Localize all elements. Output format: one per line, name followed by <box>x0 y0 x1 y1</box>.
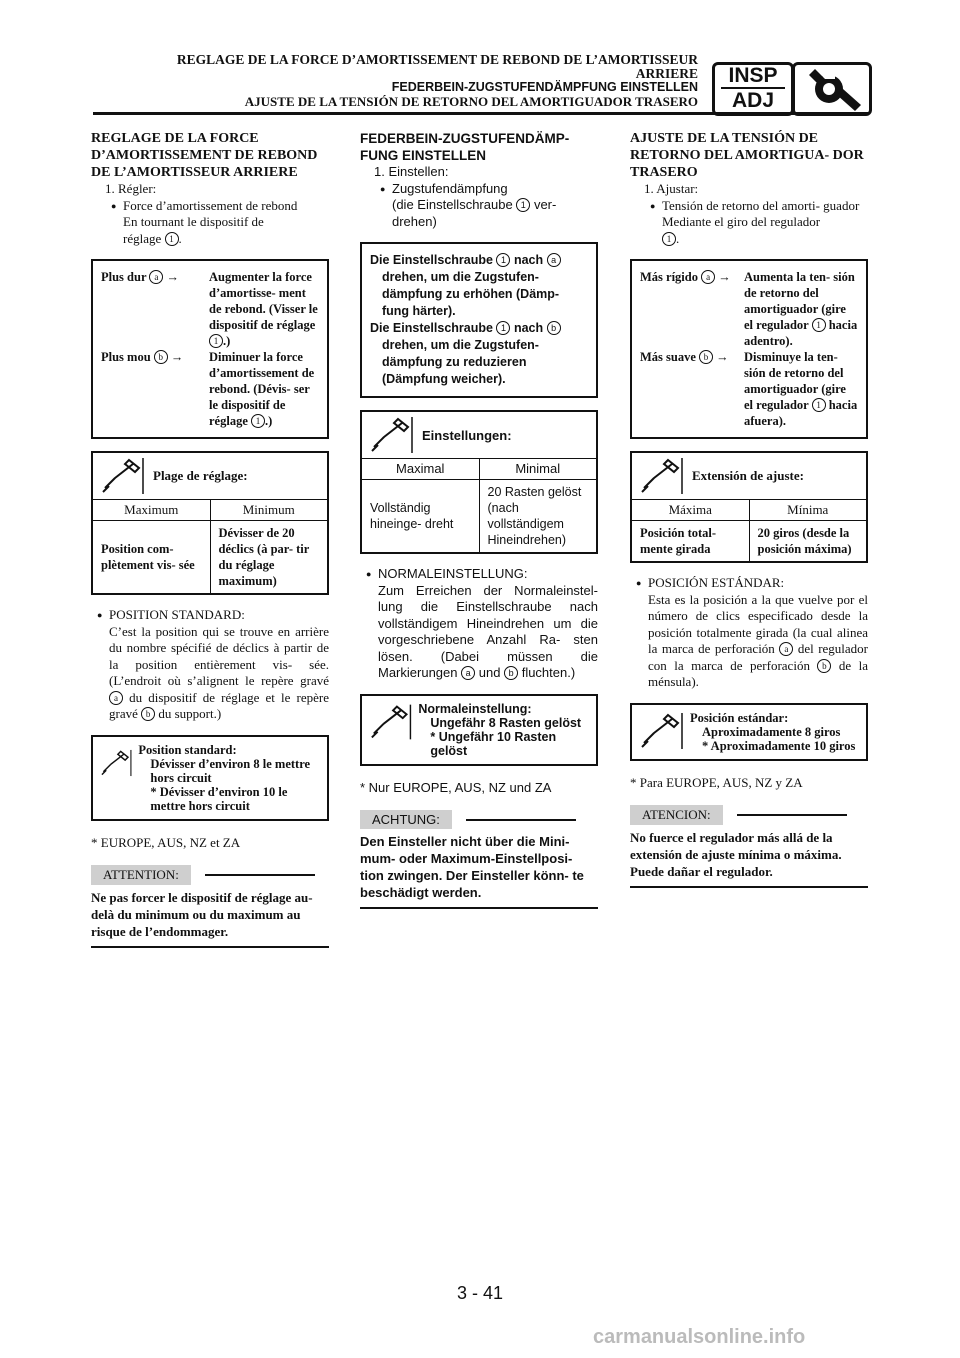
marker-b: b <box>154 350 168 364</box>
wrench-icon <box>368 415 414 455</box>
marker-a: a <box>701 270 715 284</box>
marker-b: b <box>817 659 831 673</box>
fr-note-text: Position standard: Dévisser d’environ 8 le mettre hors circuit * Dévisser d’environ 10 le mettre hors circuit <box>138 742 311 813</box>
fr-box-val1: Augmenter la force d’amortisse- ment de rebond. (Visser le dispositif de réglage 1 .) <box>209 270 318 348</box>
marker-1: 1 <box>662 232 676 246</box>
marker-1: 1 <box>496 321 510 335</box>
es-std-title: ● POSICIÓN ESTÁNDAR: <box>630 575 868 592</box>
column-de <box>360 130 598 909</box>
de-title: FEDERBEIN-ZUGSTUFENDÄMP- FUNG EINSTELLEN <box>360 131 570 163</box>
fr-range-table <box>91 451 329 595</box>
fr-caution <box>91 851 329 948</box>
header-line-4: AJUSTE DE LA TENSIÓN DE RETORNO DEL AMORTIGUADOR TRASERO <box>244 94 698 109</box>
fr-box-val2: Diminuer la force d’amortissement de rebond. (Dévis- ser le dispositif de réglage 1 .) <box>209 350 315 428</box>
marker-b: b <box>141 707 155 721</box>
es-table-title: Extensión de ajuste: <box>692 468 804 483</box>
wrench-icon <box>368 702 412 742</box>
de-bullet: ● Zugstufendämpfung <box>374 181 598 198</box>
es-val-max: Posición total- mente girada <box>632 521 750 561</box>
fr-caution-label: ATTENTION: <box>91 865 191 885</box>
marker-1: 1 <box>251 414 265 428</box>
fr-note-box <box>91 735 329 821</box>
marker-1: 1 <box>165 232 179 246</box>
marker-1: 1 <box>516 198 530 212</box>
de-adjust-box: Die Einstellschraube 1 nach a drehen, um die Zugstufen- dämpfung zu erhöhen (Dämp- fung härter). Die Einstellschraube 1 nach b drehen, um die Zugstufen- dämpfung zu reduzieren (Dämpfung weicher). <box>360 242 598 398</box>
es-caution <box>630 791 868 888</box>
header-rule <box>93 112 869 115</box>
badge-bottom: ADJ <box>731 89 774 112</box>
marker-a: a <box>149 270 163 284</box>
header-line-2: ARRIERE <box>635 66 698 81</box>
wrench-logo-icon <box>792 62 872 116</box>
es-range-table <box>630 451 868 563</box>
es-box-val1: Aumenta la ten- sión de retorno del amortiguador (gire el regulador 1 hacia adentro). <box>744 270 858 348</box>
de-range-table <box>360 410 598 554</box>
marker-1: 1 <box>812 398 826 412</box>
marker-b: b <box>699 350 713 364</box>
fr-val-min: Dévisser de 20 déclics (à par- tir du réglage maximum) <box>218 526 310 588</box>
fr-val-max: Position com- plètement vis- sée <box>93 521 211 593</box>
fr-col-min: Minimum <box>242 502 295 517</box>
es-bullet: ● Tensión de retorno del amorti- guador <box>644 198 868 215</box>
marker-b: b <box>504 666 518 680</box>
fr-title: REGLAGE DE LA FORCE D’AMORTISSEMENT DE REBOND DE L’AMORTISSEUR ARRIERE <box>91 131 318 180</box>
es-title: AJUSTE DE LA TENSIÓN DE RETORNO DEL AMORTIGUA- DOR TRASERO <box>630 131 864 180</box>
fr-adjust-box <box>91 259 329 439</box>
header-line-1: REGLAGE DE LA FORCE D’AMORTISSEMENT DE REBOND DE L’AMORTISSEUR <box>176 52 698 67</box>
fr-table-title: Plage de réglage: <box>153 468 248 483</box>
es-note-box <box>630 703 868 761</box>
fr-std-title: ● POSITION STANDARD: <box>91 607 329 624</box>
fr-box-key2: Plus mou b → <box>101 350 184 364</box>
fr-bullet: ● Force d’amortissement de rebond <box>105 198 329 215</box>
de-table-title: Einstellungen: <box>422 427 512 443</box>
es-footnote: * Para EUROPE, AUS, NZ y ZA <box>630 774 803 790</box>
fr-footnote: * EUROPE, AUS, NZ et ZA <box>91 834 241 850</box>
badge-top: INSP <box>728 64 778 87</box>
es-note-text: Posición estándar: Aproximadamente 8 giros * Aproximadamente 10 giros <box>690 710 856 753</box>
de-caution-text: Den Einsteller nicht über die Mini- mum- oder Maximum-Einstellposi- tion zwingen. Der Einsteller könn- te beschädigt werden. <box>360 833 598 909</box>
de-box-l2: drehen, um die Zugstufen- dämpfung zu erhöhen (Dämp- fung härter). <box>382 270 560 318</box>
de-val-min: 20 Rasten gelöst (nach vollständigem Hineindrehen) <box>487 485 582 547</box>
de-std-title: ● NORMALEINSTELLUNG: <box>360 566 598 583</box>
marker-1: 1 <box>812 318 826 332</box>
fr-caution-text: Ne pas forcer le dispositif de réglage au-delà du minimum ou du maximum au risque de l’endommager. <box>91 889 329 948</box>
fr-bullet-sub: En tournant le dispositif de réglage 1 . <box>123 214 264 246</box>
de-caution <box>360 796 598 909</box>
arrow-icon: → <box>718 270 731 284</box>
marker-a: a <box>109 691 123 705</box>
fr-col-max: Maximum <box>93 500 211 520</box>
fr-bullet-sub1: En tournant le dispositif de <box>123 214 264 229</box>
header-line-3: FEDERBEIN-ZUGSTUFENDÄMPFUNG EINSTELLEN <box>391 80 698 94</box>
fr-bullet-sub2: réglage <box>123 230 162 246</box>
de-footnote: * Nur EUROPE, AUS, NZ und ZA <box>360 779 552 795</box>
fr-std-text: C’est la position qui se trouve en arrière du nombre spécifié de déclics à partir de la position entièrement vis- sée. (L’endroit où s’alignent le repère gravé a du dispositif de réglage et le repère gravé b du support.) <box>109 623 329 721</box>
de-col-max: Maximal <box>362 459 480 479</box>
de-val-max: Vollständig hineinge- dreht <box>362 480 480 552</box>
fr-box-key1: Plus dur a → <box>101 270 180 284</box>
de-col-min: Minimal <box>515 461 561 476</box>
page-number: 3 - 41 <box>456 1283 504 1303</box>
es-step: 1. Ajustar: <box>644 181 699 196</box>
es-std-text: Esta es la posición a la que vuelve por el número de clics especificado desde la posición totalmente girada (la cual alinea la marca de perforación a del regulador con la marca de perforación b de la ménsula). <box>648 591 869 689</box>
column-es <box>630 130 868 888</box>
es-caution-text: No fuerce el regulador más allá de la extensión de ajuste mínima o máxima. Puede dañar el regulador. <box>630 829 868 888</box>
arrow-icon: → <box>716 350 729 364</box>
wrench-icon <box>638 456 684 496</box>
marker-a: a <box>461 666 475 680</box>
de-caution-label: ACHTUNG: <box>360 810 452 829</box>
arrow-icon: → <box>170 350 184 364</box>
de-box-l4: drehen, um die Zugstufen- dämpfung zu reduzieren (Dämpfung weicher). <box>382 338 539 386</box>
es-col-min: Mínima <box>787 502 829 517</box>
marker-a: a <box>779 642 793 656</box>
es-box-val2: Disminuye la ten- sión de retorno del amortiguador (gire el regulador 1 hacia afuera). <box>744 350 858 428</box>
marker-1: 1 <box>496 253 510 267</box>
arrow-icon: → <box>166 270 180 284</box>
de-note-box <box>360 694 598 766</box>
wrench-icon <box>99 456 145 496</box>
es-box-key2: Más suave b → <box>640 350 729 364</box>
fr-step: 1. Régler: <box>105 181 157 196</box>
marker-b: b <box>547 321 561 335</box>
wrench-icon <box>99 743 132 783</box>
es-caution-label: ATENCION: <box>630 805 723 825</box>
watermark-footer: carmanualsonline.info <box>593 1326 806 1348</box>
es-adjust-box <box>630 259 868 439</box>
de-bullet-sub: (die Einstellschraube 1 ver- drehen) <box>392 197 557 229</box>
marker-a: a <box>547 253 561 267</box>
es-box-key1: Más rígido a → <box>640 270 731 284</box>
column-fr <box>91 130 329 948</box>
es-bullet-sub: Mediante el giro del regulador 1 . <box>662 214 821 246</box>
de-std-text: Zum Erreichen der Normaleinstel- lung die Einstellschraube nach vollständigem Hineindrehen um die vorgeschriebene Anzahl Ra- sten lösen. (Dabei müssen die Markierungen a und b fluchten.) <box>378 582 598 680</box>
insp-adj-badge <box>712 62 794 116</box>
es-val-min: 20 giros (desde la posición máxima) <box>757 526 852 556</box>
marker-1: 1 <box>209 334 223 348</box>
es-col-max: Máxima <box>632 500 750 520</box>
de-note-text: Normaleinstellung: Ungefähr 8 Rasten gelöst * Ungefähr 10 Rasten gelöst <box>418 701 582 758</box>
wrench-icon <box>638 711 684 751</box>
de-step: 1. Einstellen: <box>374 164 449 179</box>
